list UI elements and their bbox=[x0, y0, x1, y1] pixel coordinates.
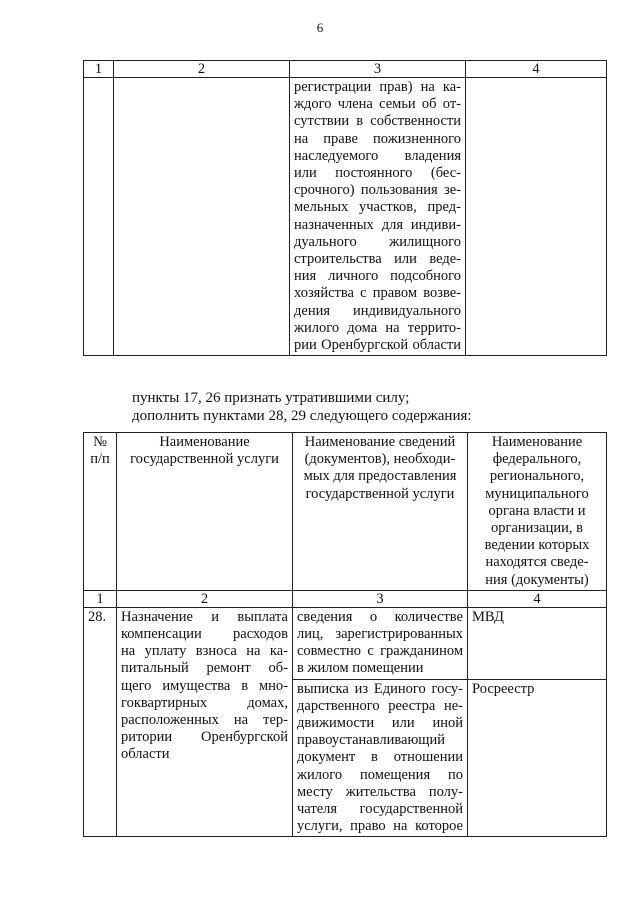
col-title-service bbox=[117, 433, 293, 591]
text-line: компенсации расходов bbox=[121, 626, 288, 643]
paragraph-add: дополнить пунктами 28, 29 следующего содержания: bbox=[132, 408, 472, 424]
title-line: органа власти и bbox=[488, 502, 586, 519]
title-line: федерального, bbox=[492, 451, 582, 468]
title-line: организации, в bbox=[491, 520, 583, 537]
title-line: государственной услуги bbox=[305, 485, 455, 502]
text-line: ждого члена семьи об от- bbox=[294, 96, 461, 113]
header-cell: 1 bbox=[84, 61, 114, 78]
title-line: государственной услуги bbox=[130, 451, 279, 468]
title-line: Наименование bbox=[491, 434, 583, 450]
header-cell: 3 bbox=[290, 61, 466, 78]
header-cell: 2 bbox=[114, 61, 290, 78]
text-line: дуального жилищного bbox=[294, 233, 461, 250]
text-line: питальный ремонт об- bbox=[121, 660, 288, 677]
text-line: или постоянного (бес- bbox=[294, 165, 461, 182]
text-line: ния личного подсобного bbox=[294, 268, 461, 285]
text-line: документ в отношении bbox=[297, 749, 463, 766]
text-line: гоквартирных домах, bbox=[121, 694, 288, 711]
text-line: на праве пожизненного bbox=[294, 130, 461, 147]
header-cell: 1 bbox=[84, 590, 117, 607]
text-line: ритории Оренбургской bbox=[121, 729, 288, 746]
text-line: расположенных на тер- bbox=[121, 712, 288, 729]
text-line: выписка из Единого госу- bbox=[297, 680, 463, 697]
continuation-table bbox=[83, 60, 607, 356]
col-title-number bbox=[84, 433, 117, 591]
text-line: Назначение и выплата bbox=[121, 608, 288, 625]
text-line: жилого помещения по bbox=[297, 766, 463, 783]
text-line: назначенных для индиви- bbox=[294, 216, 461, 233]
title-line: Наименование bbox=[159, 434, 250, 450]
title-line: мых для предоставления bbox=[303, 468, 457, 485]
header-cell: 3 bbox=[293, 590, 468, 607]
document-cell bbox=[293, 679, 468, 837]
table-row bbox=[84, 78, 607, 356]
col-title-documents bbox=[293, 433, 468, 591]
text-line: чателя государственной bbox=[297, 801, 463, 818]
row-number: 28. bbox=[84, 607, 117, 837]
text-line: области bbox=[121, 746, 170, 763]
text-line: дения индивидуального bbox=[294, 302, 461, 319]
text-line: дарственного реестра не- bbox=[297, 697, 463, 714]
text-line: мельных участков, пред- bbox=[294, 199, 461, 216]
title-line: муниципального bbox=[485, 485, 589, 502]
text-line: правоустанавливающий bbox=[297, 732, 445, 749]
text-line: на уплату взноса на ка- bbox=[121, 643, 288, 660]
num-cell bbox=[84, 78, 114, 356]
column-numbers-row bbox=[84, 590, 607, 607]
title-line: регионального, bbox=[489, 468, 585, 485]
title-line: № bbox=[93, 434, 107, 450]
text-line: щего имущества в мно- bbox=[121, 677, 288, 694]
document-cell bbox=[293, 607, 468, 679]
title-line: находятся сведе- bbox=[485, 554, 589, 571]
text-line: срочного) пользования зе- bbox=[294, 182, 461, 199]
services-table bbox=[83, 432, 607, 837]
text-line: услуги, право на которое bbox=[297, 818, 463, 835]
agency-cell bbox=[466, 78, 607, 356]
title-line: Наименование сведений bbox=[304, 434, 456, 450]
service-cell bbox=[114, 78, 290, 356]
text-line: сутствии в собственности bbox=[294, 113, 461, 130]
text-line: наследуемого владения bbox=[294, 147, 461, 164]
table-header-row bbox=[84, 61, 607, 78]
service-name-cell bbox=[117, 607, 293, 837]
text-line: месту жительства полу- bbox=[297, 783, 463, 800]
text-line: в жилом помещении bbox=[297, 660, 424, 677]
agency-cell: Росреестр bbox=[468, 679, 607, 837]
text-line: лиц, зарегистрированных bbox=[297, 626, 463, 643]
paragraph-repeal: пункты 17, 26 признать утратившими силу; bbox=[132, 390, 410, 406]
title-line: п/п bbox=[90, 451, 110, 468]
title-line: (документов), необходи- bbox=[304, 451, 456, 468]
documents-cell bbox=[290, 78, 466, 356]
header-cell: 4 bbox=[466, 61, 607, 78]
text-line: строительства или веде- bbox=[294, 251, 461, 268]
text-line: движимости или иной bbox=[297, 715, 463, 732]
text-line: хозяйства с правом возве- bbox=[294, 285, 461, 302]
column-titles-row bbox=[84, 433, 607, 591]
text-line: рии Оренбургской области bbox=[294, 337, 461, 354]
col-title-agency bbox=[468, 433, 607, 591]
table-row bbox=[84, 607, 607, 679]
text-line: регистрации прав) на ка- bbox=[294, 79, 461, 95]
header-cell: 2 bbox=[117, 590, 293, 607]
title-line: ния (документы) bbox=[485, 571, 589, 588]
text-line: жилого дома на террито- bbox=[294, 319, 461, 336]
text-line: совместно с гражданином bbox=[297, 643, 463, 660]
header-cell: 4 bbox=[468, 590, 607, 607]
title-line: ведении которых bbox=[484, 537, 590, 554]
agency-cell: МВД bbox=[468, 607, 607, 679]
text-line: сведения о количестве bbox=[297, 608, 463, 625]
page-number: 6 bbox=[316, 20, 324, 35]
